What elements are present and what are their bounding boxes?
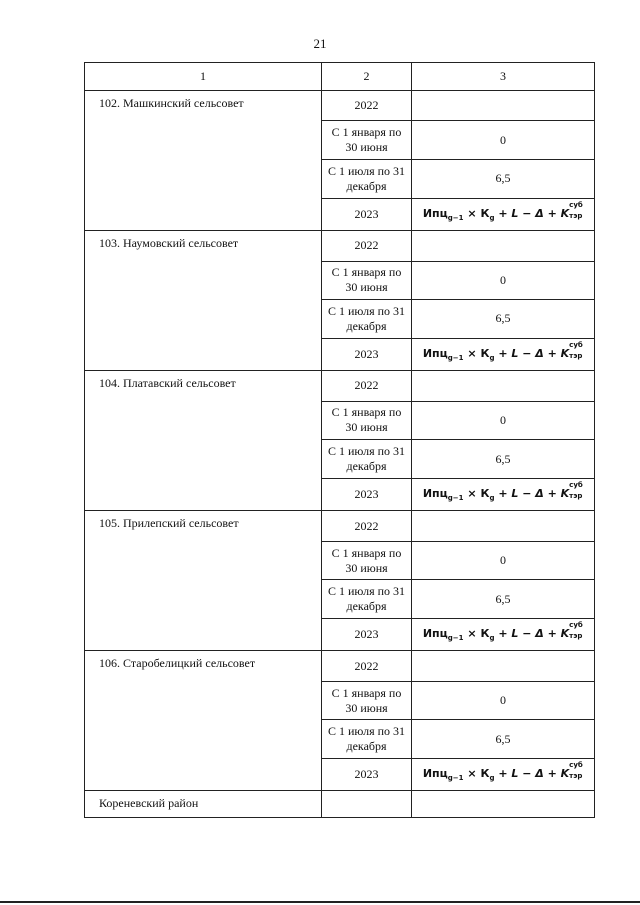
municipality-name: 103. Наумовский сельсовет	[85, 231, 322, 371]
table-row	[85, 651, 595, 681]
formula-times: ×	[467, 627, 477, 641]
formula-main-sub: g−1	[447, 354, 464, 363]
value-cell: 0	[412, 121, 595, 160]
page-number: 21	[313, 36, 327, 51]
year-cell: 2022	[322, 651, 412, 681]
formula-rest: + L − Δ + K	[498, 346, 570, 360]
period-cell: С 1 января по 30 июня	[322, 121, 412, 160]
value-cell: 6,5	[412, 720, 595, 759]
municipality-name: 106. Старобелицкий сельсовет	[85, 651, 322, 791]
formula-k-indices	[569, 621, 583, 641]
formula-k-sub2: тэр	[569, 351, 583, 360]
formula	[422, 621, 583, 643]
formula-k-sub: g	[489, 774, 495, 783]
header-row	[85, 63, 595, 91]
period-cell: С 1 января по 30 июня	[322, 261, 412, 300]
formula-main: Ипц	[422, 487, 448, 501]
formula	[422, 481, 583, 503]
municipality-name: 104. Платавский сельсовет	[85, 371, 322, 511]
formula-k: К	[480, 206, 490, 220]
year-cell: 2022	[322, 91, 412, 121]
value-cell: 6,5	[412, 300, 595, 339]
formula-main-sub: g−1	[447, 774, 464, 783]
formula-k-sub: g	[489, 214, 495, 223]
formula	[422, 340, 583, 363]
formula	[422, 200, 583, 223]
period-cell: С 1 июля по 31 декабря	[322, 440, 412, 479]
formula-k-sup: суб	[569, 761, 583, 770]
value-cell	[412, 511, 595, 541]
formula-k-indices	[569, 200, 583, 220]
formula-cell	[412, 618, 595, 650]
formula-rest: + L − Δ + K	[498, 627, 570, 641]
period-cell: С 1 января по 30 июня	[322, 401, 412, 440]
formula-k-indices	[569, 761, 583, 781]
municipality-name: 105. Прилепский сельсовет	[85, 511, 322, 651]
value-cell	[412, 91, 595, 121]
formula-rest: + L − Δ + K	[498, 487, 570, 501]
formula-k: К	[480, 627, 490, 641]
formula	[422, 761, 583, 783]
formula-rest: + L − Δ + K	[498, 767, 570, 781]
district-name: Кореневский район	[85, 791, 322, 818]
value-cell	[412, 651, 595, 681]
formula-k-sub: g	[489, 634, 495, 643]
header-col-3: 3	[412, 63, 595, 91]
value-cell	[412, 371, 595, 401]
value-cell: 0	[412, 541, 595, 580]
table-row	[85, 231, 595, 261]
formula-k: К	[480, 487, 490, 501]
period-cell: С 1 января по 30 июня	[322, 681, 412, 720]
formula-k: К	[480, 346, 490, 360]
formula-rest: + L − Δ + K	[498, 206, 570, 220]
formula-times: ×	[467, 346, 477, 360]
value-cell: 6,5	[412, 440, 595, 479]
formula-main: Ипц	[422, 627, 448, 641]
tariff-table-container	[84, 62, 594, 818]
formula-cell	[412, 198, 595, 230]
formula-k-indices	[569, 340, 583, 360]
tariff-table	[84, 62, 595, 818]
year-cell: 2022	[322, 371, 412, 401]
value-cell: 0	[412, 401, 595, 440]
value-cell: 0	[412, 681, 595, 720]
formula-cell	[412, 478, 595, 510]
header-col-1: 1	[85, 63, 322, 91]
period-cell: С 1 января по 30 июня	[322, 541, 412, 580]
municipality-name: 102. Машкинский сельсовет	[85, 91, 322, 231]
header-col-2: 2	[322, 63, 412, 91]
year-cell: 2023	[322, 758, 412, 790]
period-cell: С 1 июля по 31 декабря	[322, 160, 412, 199]
period-cell: С 1 июля по 31 декабря	[322, 300, 412, 339]
formula-main-sub: g−1	[447, 494, 464, 503]
formula-k-sub2: тэр	[569, 632, 583, 641]
formula-main-sub: g−1	[447, 214, 464, 223]
formula-k-sup: суб	[569, 200, 583, 209]
formula-k-sub2: тэр	[569, 492, 583, 501]
value-cell	[412, 231, 595, 261]
table-row	[85, 371, 595, 401]
year-cell: 2023	[322, 338, 412, 370]
value-cell: 0	[412, 261, 595, 300]
formula-k-sub2: тэр	[569, 772, 583, 781]
year-cell: 2023	[322, 618, 412, 650]
formula-k-sup: суб	[569, 340, 583, 349]
formula-k-sub2: тэр	[569, 211, 583, 220]
page-bottom-border	[0, 901, 640, 903]
year-cell: 2022	[322, 511, 412, 541]
empty-cell	[412, 791, 595, 818]
year-cell: 2022	[322, 231, 412, 261]
table-row	[85, 511, 595, 541]
year-cell: 2023	[322, 478, 412, 510]
formula-cell	[412, 758, 595, 790]
formula-k: К	[480, 767, 490, 781]
period-cell: С 1 июля по 31 декабря	[322, 580, 412, 619]
value-cell: 6,5	[412, 580, 595, 619]
empty-cell	[322, 791, 412, 818]
period-cell: С 1 июля по 31 декабря	[322, 720, 412, 759]
formula-times: ×	[467, 767, 477, 781]
year-cell: 2023	[322, 198, 412, 230]
table-row	[85, 791, 595, 818]
formula-cell	[412, 338, 595, 370]
formula-k-sup: суб	[569, 481, 583, 490]
table-row	[85, 91, 595, 121]
formula-times: ×	[467, 206, 477, 220]
formula-main-sub: g−1	[447, 634, 464, 643]
formula-main: Ипц	[422, 346, 448, 360]
formula-main: Ипц	[422, 206, 448, 220]
formula-k-sup: суб	[569, 621, 583, 630]
formula-k-indices	[569, 481, 583, 501]
formula-k-sub: g	[489, 494, 495, 503]
formula-times: ×	[467, 487, 477, 501]
formula-k-sub: g	[489, 354, 495, 363]
formula-main: Ипц	[422, 767, 448, 781]
value-cell: 6,5	[412, 160, 595, 199]
